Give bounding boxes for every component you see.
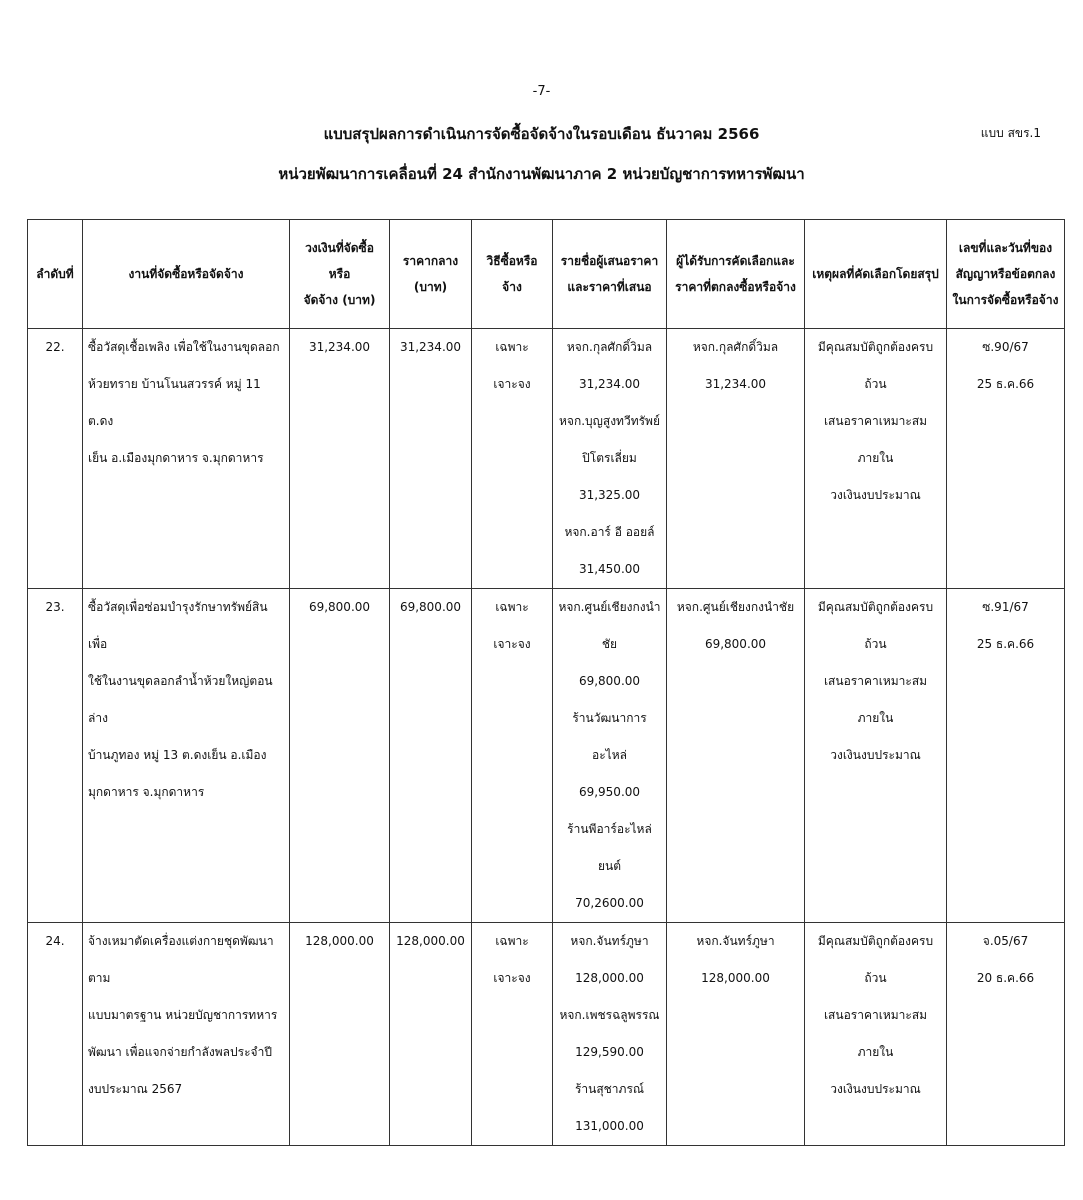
cell-winner: หจก.จันทร์ภูษา 128,000.00: [667, 923, 805, 1146]
cell-contract: ซ.90/67 25 ธ.ค.66: [947, 329, 1065, 589]
header-method: วิธีซื้อหรือจ้าง: [472, 220, 553, 329]
cell-method: เฉพาะเจาะจง: [472, 589, 553, 923]
page-number: -7-: [532, 84, 551, 99]
header-budget: วงเงินที่จัดซื้อหรือ จัดจ้าง (บาท): [290, 220, 390, 329]
table-row: [28, 923, 1065, 1146]
cell-bidders: หจก.จันทร์ภูษา 128,000.00 หจก.เพชรฉลูพรรณ 129,590.00 ร้านสุชาภรณ์ 131,000.00: [553, 923, 667, 1146]
procurement-table: [27, 219, 1065, 1146]
cell-method: เฉพาะเจาะจง: [472, 923, 553, 1146]
cell-contract: ซ.91/67 25 ธ.ค.66: [947, 589, 1065, 923]
header-row: [28, 220, 1065, 329]
cell-reason: มีคุณสมบัติถูกต้องครบถ้วน เสนอราคาเหมาะสมภายใน วงเงินงบประมาณ: [805, 329, 947, 589]
header-winner: ผู้ได้รับการคัดเลือกและ ราคาที่ตกลงซื้อหรือจ้าง: [667, 220, 805, 329]
cell-budget: 31,234.00: [290, 329, 390, 589]
cell-contract: จ.05/67 20 ธ.ค.66: [947, 923, 1065, 1146]
cell-budget: 128,000.00: [290, 923, 390, 1146]
cell-no: 24.: [28, 923, 83, 1146]
header-contract: เลขที่และวันที่ของ สัญญาหรือข้อตกลง ในการจัดซื้อหรือจ้าง: [947, 220, 1065, 329]
table-row: [28, 589, 1065, 923]
cell-median-price: 31,234.00: [390, 329, 472, 589]
header-reason: เหตุผลที่คัดเลือกโดยสรุป: [805, 220, 947, 329]
table-row: [28, 329, 1065, 589]
cell-no: 22.: [28, 329, 83, 589]
cell-method: เฉพาะเจาะจง: [472, 329, 553, 589]
cell-reason: มีคุณสมบัติถูกต้องครบถ้วน เสนอราคาเหมาะสมภายใน วงเงินงบประมาณ: [805, 589, 947, 923]
cell-work: ซื้อวัสดุเพื่อซ่อมบำรุงรักษาทรัพย์สิน เพื่อ ใช้ในงานขุดลอกลำน้ำห้วยใหญ่ตอนล่าง บ้านภูทอง หมู่ 13 ต.ดงเย็น อ.เมือง มุกดาหาร จ.มุกดาหาร: [83, 589, 290, 923]
cell-median-price: 69,800.00: [390, 589, 472, 923]
cell-work: ซื้อวัสดุเชื้อเพลิง เพื่อใช้ในงานขุดลอก ห้วยทราย บ้านโนนสวรรค์ หมู่ 11 ต.ดง เย็น อ.เมืองมุกดาหาร จ.มุกดาหาร: [83, 329, 290, 589]
cell-work: จ้างเหมาตัดเครื่องแต่งกายชุดพัฒนาตาม แบบมาตรฐาน หน่วยบัญชาการทหาร พัฒนา เพื่อแจกจ่ายกำลังพลประจำปี งบประมาณ 2567: [83, 923, 290, 1146]
header-work: งานที่จัดซื้อหรือจัดจ้าง: [83, 220, 290, 329]
cell-reason: มีคุณสมบัติถูกต้องครบถ้วน เสนอราคาเหมาะสมภายใน วงเงินงบประมาณ: [805, 923, 947, 1146]
header-median-price: ราคากลาง (บาท): [390, 220, 472, 329]
document-title: แบบสรุปผลการดำเนินการจัดซื้อจัดจ้างในรอบเดือน ธันวาคม 2566: [323, 125, 760, 143]
cell-winner: หจก.ศูนย์เชียงกงนำชัย 69,800.00: [667, 589, 805, 923]
cell-bidders: หจก.กุลศักดิ์วิมล 31,234.00 หจก.บุญสูงทวีทรัพย์ ปิโตรเลี่ยม 31,325.00 หจก.อาร์ อี ออยล์ 31,450.00: [553, 329, 667, 589]
cell-budget: 69,800.00: [290, 589, 390, 923]
form-code: แบบ สขร.1: [980, 126, 1041, 140]
header-no: ลำดับที่: [28, 220, 83, 329]
cell-no: 23.: [28, 589, 83, 923]
cell-bidders: หจก.ศูนย์เชียงกงนำชัย 69,800.00 ร้านวัฒนาการอะไหล่ 69,950.00 ร้านพีอาร์อะไหล่ยนต์ 70,2600.00: [553, 589, 667, 923]
cell-winner: หจก.กุลศักดิ์วิมล 31,234.00: [667, 329, 805, 589]
header-bidders: รายชื่อผู้เสนอราคา และราคาที่เสนอ: [553, 220, 667, 329]
cell-median-price: 128,000.00: [390, 923, 472, 1146]
document-subtitle: หน่วยพัฒนาการเคลื่อนที่ 24 สำนักงานพัฒนาภาค 2 หน่วยบัญชาการทหารพัฒนา: [278, 165, 805, 183]
